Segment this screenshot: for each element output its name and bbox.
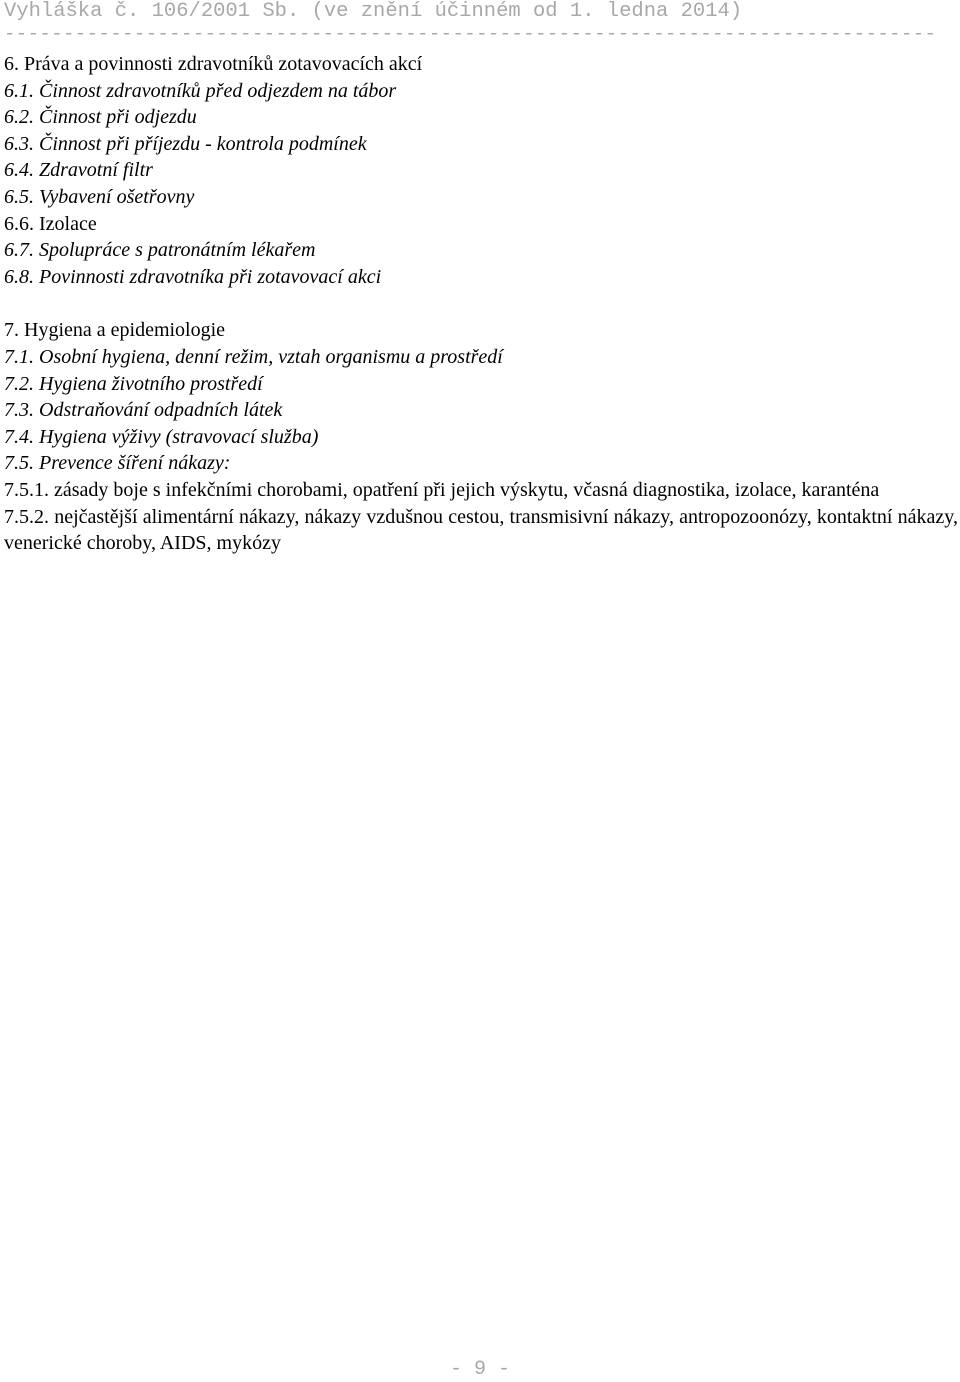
document-header-title: Vyhláška č. 106/2001 Sb. (ve znění účinném od 1. ledna 2014) xyxy=(4,0,743,23)
list-item-7-2: 7.2. Hygiena životního prostředí xyxy=(4,372,263,395)
list-item-7-3: 7.3. Odstraňování odpadních látek xyxy=(4,399,283,422)
list-item-6-5: 6.5. Vybavení ošetřovny xyxy=(4,185,195,208)
list-item-7-4: 7.4. Hygiena výživy (stravovací služba) xyxy=(4,425,319,448)
section-spacer xyxy=(4,290,958,317)
list-item-6-8: 6.8. Povinnosti zdravotníka při zotavovací akci xyxy=(4,265,382,288)
list-item-6-6: 6.6. Izolace xyxy=(4,212,97,235)
page-number: - 9 - xyxy=(449,1358,510,1381)
list-item-6-2: 6.2. Činnost při odjezdu xyxy=(4,106,197,129)
list-item-7-5: 7.5. Prevence šíření nákazy: xyxy=(4,452,231,475)
header-divider: ------------------------------------------------------------------------------- xyxy=(4,24,937,44)
list-item-7-5-2: 7.5.2. nejčastější alimentární nákazy, nákazy vzdušnou cestou, transmisivní nákazy, antropozoonózy, kontaktní nákazy, venerické choroby, AIDS, mykózy xyxy=(4,505,958,555)
list-item-6-7: 6.7. Spolupráce s patronátním lékařem xyxy=(4,239,316,262)
list-item-6-3: 6.3. Činnost při příjezdu - kontrola podmínek xyxy=(4,132,367,155)
list-item-6-1: 6.1. Činnost zdravotníků před odjezdem na tábor xyxy=(4,79,397,102)
list-item-6-4: 6.4. Zdravotní filtr xyxy=(4,159,153,182)
list-item-7-5-1: 7.5.1. zásady boje s infekčními chorobami, opatření při jejich výskytu, včasná diagnostika, izolace, karanténa xyxy=(4,478,880,501)
list-item-7-1: 7.1. Osobní hygiena, denní režim, vztah organismu a prostředí xyxy=(4,345,503,368)
section-6-heading: 6. Práva a povinnosti zdravotníků zotavovacích akcí xyxy=(4,53,423,75)
document-body xyxy=(4,51,958,557)
section-7-heading: 7. Hygiena a epidemiologie xyxy=(4,319,226,342)
